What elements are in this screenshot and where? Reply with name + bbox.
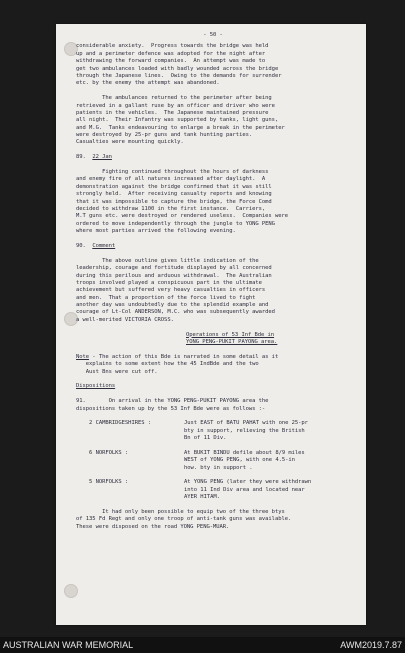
unit-text: Bn of 11 Div.: [184, 435, 227, 442]
paragraph-22-jan: [76, 169, 350, 236]
text-line: a well-merited VICTORIA CROSS.: [76, 316, 174, 323]
text-line: dispositions taken up by the 53 Inf Bde were as follows :-: [76, 405, 266, 412]
paragraph-comment: [76, 258, 350, 325]
section-number: 90.: [76, 242, 86, 249]
unit-text: how. bty in support .: [184, 464, 253, 471]
text-line: decided to withdraw 1100 in the first instance. Carriers,: [76, 205, 266, 212]
unit-row: [76, 479, 350, 501]
text-line: troops involved played a conspicuous part in the ultimate: [76, 279, 262, 286]
text-line: withdrawing the forward companies. An attempt was made to: [76, 58, 266, 65]
text-line: M.T guns etc. were destroyed or rendered useless. Companies were: [76, 213, 288, 220]
text-line: of 135 Fd Regt and only one troop of anti-tank guns was available.: [76, 516, 292, 523]
page-content: [76, 32, 350, 531]
text-line: strongly held. After receiving casualty reports and knowing: [76, 191, 272, 198]
text-line: explains to some extent how the 45 IndBde and the two: [76, 361, 259, 368]
text-line: etc. by the enemy the attempt was abandoned.: [76, 80, 220, 87]
section-89-heading: [76, 154, 350, 161]
unit-text: WEST of YONG PENG, with one 4.5-in: [184, 457, 295, 464]
text-line: where most parties arrived the following evening.: [76, 228, 236, 235]
unit-label: 6 NORFOLKS :: [76, 449, 129, 456]
text-line: ordered to move independently through the jungle to YONG PENG: [76, 220, 275, 227]
unit-text: AYER HITAM.: [184, 494, 220, 501]
text-line: and men. That a proportion of the force lived to fight: [76, 294, 256, 301]
text-line: These were disposed on the road YONG PENG-MUAR.: [76, 523, 230, 530]
paragraph-ambulances: [76, 95, 350, 147]
section-number: 89.: [76, 154, 86, 161]
section-title: Comment: [92, 242, 116, 249]
text-line: and M.G. Tanks endeavouring to enlarge a break in the perimeter: [76, 124, 285, 131]
text-line: that it was impossible to capture the bridge, the Force Comd: [76, 198, 272, 205]
unit-label: 2 CAMBRIDGESHIRES :: [76, 420, 152, 427]
archive-name: AUSTRALIAN WAR MEMORIAL: [3, 640, 134, 650]
paragraph-final: [76, 509, 350, 531]
text-line: during this perilous and arduous withdrawal. The Australian: [76, 272, 272, 279]
text-line: all night. Their Infantry was supported by tanks, light guns,: [76, 117, 279, 124]
text-line: The ambulances returned to the perimeter after being: [76, 95, 272, 102]
unit-text: At BUKIT BINDU defile about 8/9 miles: [184, 449, 305, 456]
text-line: Casualties were mounting quickly.: [76, 139, 184, 146]
text-line: leadership, courage and fortitude displayed by all concerned: [76, 265, 272, 272]
heading-line: YONG PENG-PUKIT PAYONG area.: [186, 339, 278, 346]
document-page: [56, 24, 366, 625]
unit-row: [76, 420, 350, 442]
heading-line: Operations of 53 Inf Bde in: [186, 331, 275, 338]
paragraph-continuation: [76, 43, 350, 87]
note-label: Note: [76, 353, 90, 360]
text-line: considerable anxiety. Progress towards the bridge was held: [76, 43, 269, 50]
text-line: were destroyed by 25-pr guns and tank hunting parties.: [76, 132, 253, 139]
text-line: courage of Lt-Col ANDERSON, M.C. who was subsequently awarded: [76, 309, 275, 316]
text-line: Aust Bns were cut off.: [76, 368, 158, 375]
text-line: through the Japanese lines. Owing to the demands for surrender: [76, 72, 282, 79]
section-90-heading: [76, 243, 350, 250]
text-line: retrieved in a gallant ruse by an officer and driver who were: [76, 102, 275, 109]
dispositions-heading: Dispositions: [76, 383, 116, 390]
unit-label: 5 NORFOLKS :: [76, 479, 129, 486]
text-line: Fighting continued throughout the hours of darkness: [76, 169, 269, 176]
text-line: 91. On arrival in the YONG PENG-PUKIT PAYONG area the: [76, 398, 269, 405]
text-line: patients in the vehicles. The Japanese maintained pressure: [76, 109, 269, 116]
section-title: 22 Jan: [92, 154, 112, 161]
unit-text: bty in support, relieving the British: [184, 427, 305, 434]
text-line: The above outline gives little indication of the: [76, 257, 259, 264]
unit-text: into 11 Ind Div area and located near: [184, 486, 305, 493]
unit-text: Just EAST of BATU PAHAT with one 25-pr: [184, 420, 308, 427]
operations-heading: [76, 332, 350, 347]
text-line: It had only been possible to equip two of the three btys: [76, 509, 285, 515]
unit-row: [76, 450, 350, 472]
text-line: another day was undoubtedly due to the splendid example and: [76, 302, 269, 309]
text-line: - The action of this Bde is narrated in some detail as it: [89, 353, 279, 360]
text-line: demonstration against the bridge confirmed that it was still: [76, 183, 272, 190]
text-line: and enemy fire of all natures increased after daylight. A: [76, 176, 266, 183]
note-block: [76, 354, 350, 376]
page-number: - 50 -: [203, 32, 223, 38]
text-line: up and a perimeter defence was adopted for the night after: [76, 50, 266, 57]
archive-footer: [0, 637, 405, 653]
punch-hole: [64, 584, 78, 598]
paragraph-91: [76, 398, 350, 413]
text-line: achievement but suffered very heavy casualties in officers: [76, 287, 266, 294]
unit-text: At YONG PENG (later they were withdrawn: [184, 479, 312, 486]
archive-reference: AWM2019.7.87: [340, 640, 402, 650]
text-line: get two ambulances loaded with badly wounded across the bridge: [76, 65, 279, 72]
